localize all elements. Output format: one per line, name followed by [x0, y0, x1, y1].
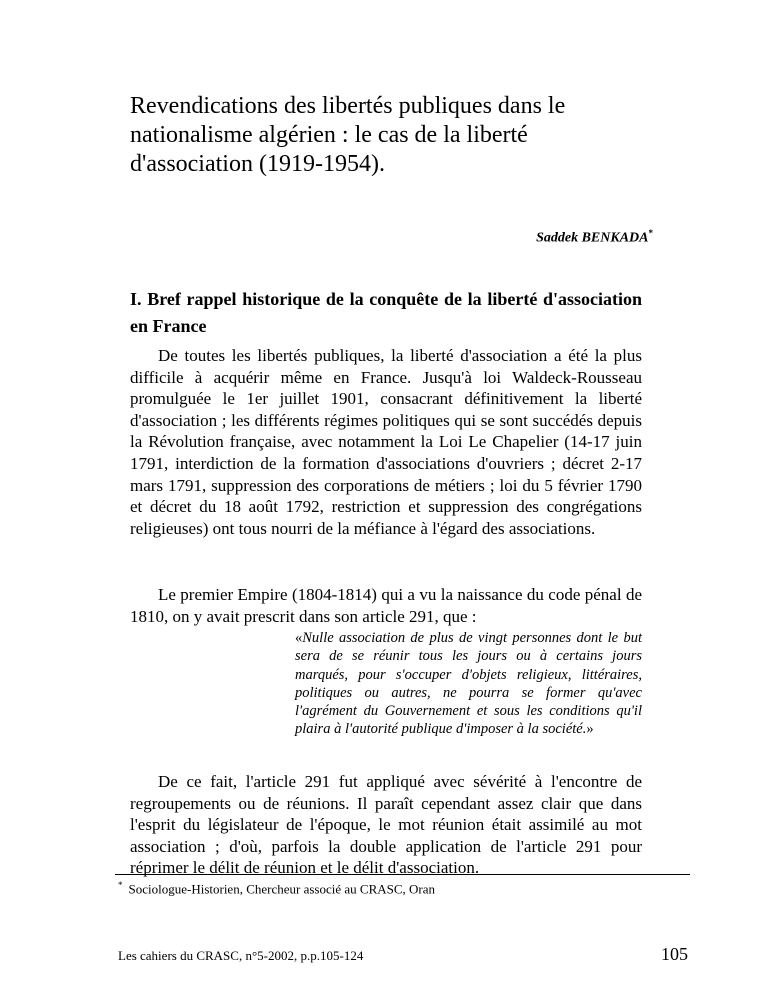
author-footnote-mark[interactable]: * — [648, 228, 653, 238]
quote-open-mark: « — [295, 630, 303, 646]
footnote-divider — [115, 874, 690, 875]
quote-text: Nulle association de plus de vingt personnes dont le but sera de se réunir tous les jours ou à certains jours marqués, pour s'occuper d'objets religieux, littéraires, politiques ou autres, ne pourra se former qu'avec l'agrément du Gouvernement et sous les conditions qu'il plaira à l'autorité publique d'imposer à la société. — [295, 630, 642, 738]
footnote-text: Sociologue-Historien, Chercheur associé au CRASC, Oran — [128, 881, 436, 897]
section-heading — [130, 286, 642, 340]
block-quote — [295, 629, 642, 739]
paragraph-2: Le premier Empire (1804-1814) qui a vu la naissance du code pénal de 1810, on y avait prescrit dans son article 291, que : — [130, 585, 642, 626]
section-number: I. — [130, 289, 142, 309]
page-number: 105 — [661, 944, 688, 964]
footnote-mark: * — [118, 880, 123, 890]
paragraph-1: De toutes les libertés publiques, la liberté d'association a été la plus difficile à acquérir même en France. Jusqu'à loi Waldeck-Rousseau promulguée le 1er juillet 1901, consacrant définitivement la liberté d'association ; les différents régimes politiques qui se sont succédés depuis la Révolution française, avec notamment la Loi Le Chapelier (14-17 juin 1791, interdiction de la formation d'associations d'ouvriers ; décret 2-17 mars 1791, suppression des corporations de métiers ; loi du 5 février 1790 et décret du 18 août 1792, restriction et suppression des congrégations religieuses) ont tous nourri de la méfiance à l'égard des associations. — [130, 346, 642, 538]
author-name — [536, 228, 653, 247]
footnote — [118, 880, 435, 897]
author-name-text: Saddek BENKADA — [536, 230, 649, 246]
paragraph-3: De ce fait, l'article 291 fut appliqué avec sévérité à l'encontre de regroupements ou de réunions. Il paraît cependant assez clair que dans l'esprit du législateur de l'époque, le mot réunion était assimilé au mot association ; d'où, parfois la double application de l'article 291 pour réprimer le délit de réunion et le délit d'association. — [130, 772, 642, 878]
journal-citation: Les cahiers du CRASC, n°5-2002, p.p.105-124 — [118, 948, 364, 963]
section-heading-text: Bref rappel historique de la conquête de la liberté d'association en France — [130, 289, 643, 336]
quote-close-mark: » — [586, 721, 594, 738]
page-title: Revendications des libertés publiques dans le nationalisme algérien : le cas de la liberté d'association (1919-1954). — [130, 93, 566, 177]
